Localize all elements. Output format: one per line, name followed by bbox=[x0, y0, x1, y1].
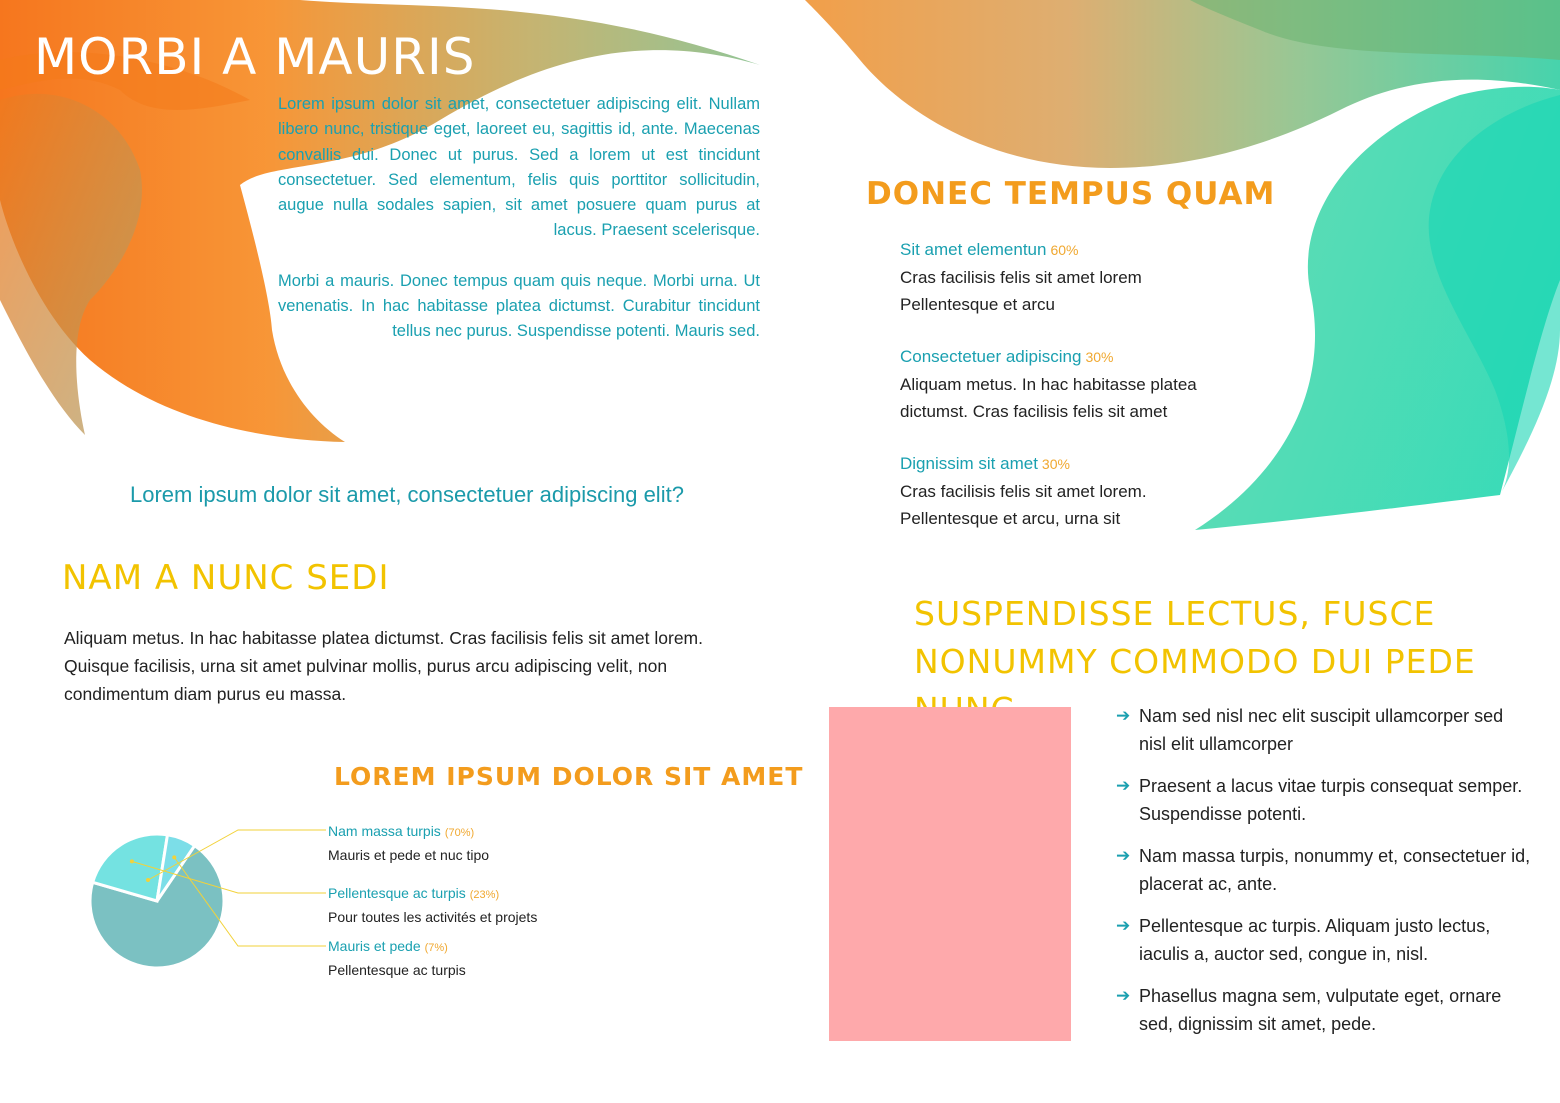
list-item-text: Nam sed nisl nec elit suscipit ullamcorper sed nisl elit ullamcorper bbox=[1139, 706, 1504, 754]
donec-item bbox=[900, 343, 1240, 425]
donec-item bbox=[900, 236, 1240, 318]
donec-item-percent: 30% bbox=[1085, 349, 1114, 365]
donec-item-line: Cras facilisis felis sit amet lorem bbox=[900, 268, 1142, 287]
arrow-right-icon: ➔ bbox=[1116, 706, 1131, 725]
chart-title: LOREM IPSUM DOLOR SIT AMET bbox=[334, 762, 804, 791]
list-item bbox=[1114, 772, 1534, 828]
arrow-right-icon: ➔ bbox=[1116, 846, 1131, 865]
nam-section-title: NAM A NUNC SEDI bbox=[62, 558, 390, 598]
list-item-text: Nam massa turpis, nonummy et, consectetuer id, placerat ac, ante. bbox=[1139, 846, 1531, 894]
donec-item-name: Dignissim sit amet bbox=[900, 454, 1038, 473]
donec-item-percent: 60% bbox=[1050, 242, 1079, 258]
donec-section-title: DONEC TEMPUS QUAM bbox=[866, 176, 1276, 212]
arrow-right-icon: ➔ bbox=[1116, 916, 1131, 935]
page-title: MORBI A MAURIS bbox=[34, 28, 476, 86]
list-item-text: Phasellus magna sem, vulputate eget, ornare sed, dignissim sit amet, pede. bbox=[1139, 986, 1502, 1034]
donec-item-name: Sit amet elementun bbox=[900, 240, 1047, 259]
image-placeholder bbox=[829, 707, 1071, 1041]
arrow-right-icon: ➔ bbox=[1116, 986, 1131, 1005]
question-callout: Lorem ipsum dolor sit amet, consectetuer adipiscing elit? bbox=[130, 482, 684, 507]
legend-description: Pour toutes les activités et projets bbox=[328, 909, 538, 925]
legend-percent: (70%) bbox=[444, 827, 475, 839]
donec-item-line: Aliquam metus. In hac habitasse platea bbox=[900, 375, 1197, 394]
donec-item-line: Pellentesque et arcu, urna sit bbox=[900, 509, 1121, 528]
list-item-text: Pellentesque ac turpis. Aliquam justo lectus, iaculis a, auctor sed, congue in, nisl. bbox=[1139, 916, 1491, 964]
list-item bbox=[1114, 842, 1534, 898]
intro-paragraph-2: Morbi a mauris. Donec tempus quam quis neque. Morbi urna. Ut venenatis. In hac habitasse platea dictumst. Curabitur tincidunt tellus nec purus. Suspendisse potenti. Mauris sed. bbox=[278, 271, 760, 341]
donec-item-percent: 30% bbox=[1041, 456, 1070, 472]
donec-item-line: dictumst. Cras facilisis felis sit amet bbox=[900, 402, 1168, 421]
pie-leader-dot bbox=[172, 855, 176, 859]
legend-item bbox=[328, 820, 628, 866]
donec-item bbox=[900, 450, 1240, 532]
arrow-right-icon: ➔ bbox=[1116, 776, 1131, 795]
donec-item-line: Pellentesque et arcu bbox=[900, 295, 1055, 314]
legend-description: Pellentesque ac turpis bbox=[328, 962, 466, 978]
legend-label: Nam massa turpis bbox=[328, 823, 441, 839]
suspendisse-section-title: SUSPENDISSE LECTUS, FUSCE NONUMMY COMMODO DUI PEDE bbox=[914, 594, 1476, 681]
legend-description: Mauris et pede et nuc tipo bbox=[328, 847, 490, 863]
legend-item bbox=[328, 935, 628, 981]
suspendisse-bullet-list bbox=[1114, 702, 1534, 1052]
donec-item-line: Cras facilisis felis sit amet lorem. bbox=[900, 482, 1147, 501]
list-item bbox=[1114, 702, 1534, 758]
list-item bbox=[1114, 912, 1534, 968]
intro-paragraph-1: Lorem ipsum dolor sit amet, consectetuer adipiscing elit. Nullam libero nunc, tristique eget, laoreet eu, sagittis id, ante. Maecenas convallis dui. Donec ut purus. Sed a lorem ut est tincidunt consectetuer. Sed elementum, felis quis porttitor sollicitudin, augue nulla sodales sapien, sit amet posuere quam purus at lacus. Praesent scelerisque. bbox=[278, 95, 760, 240]
pie-leader-dot bbox=[130, 859, 134, 863]
donec-list bbox=[900, 236, 1240, 557]
pie-leader-dot bbox=[146, 878, 150, 882]
legend-label: Mauris et pede bbox=[328, 938, 421, 954]
legend-percent: (7%) bbox=[424, 942, 448, 954]
legend-percent: (23%) bbox=[469, 889, 500, 901]
nam-section-body: Aliquam metus. In hac habitasse platea dictumst. Cras facilisis felis sit amet lorem. Quisque facilisis, urna sit amet pulvinar mollis, purus arcu adipiscing velit, non condimentum diam purus eu massa. bbox=[64, 628, 703, 704]
list-item-text: Praesent a lacus vitae turpis consequat semper. Suspendisse potenti. bbox=[1139, 776, 1523, 824]
legend-item bbox=[328, 882, 628, 928]
donec-item-name: Consectetuer adipiscing bbox=[900, 347, 1082, 366]
list-item bbox=[1114, 982, 1534, 1038]
legend-label: Pellentesque ac turpis bbox=[328, 885, 466, 901]
